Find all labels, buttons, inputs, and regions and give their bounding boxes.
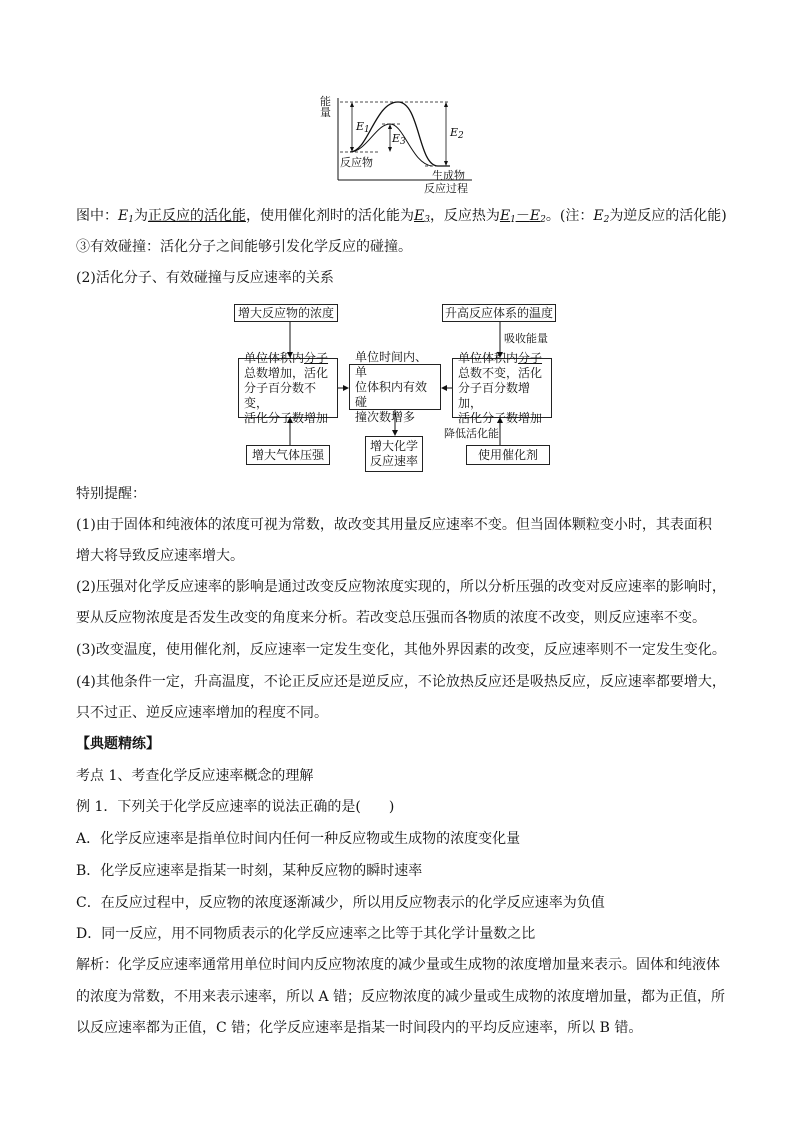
product-label: 生成物 xyxy=(432,169,465,182)
point-title: 考点 1、考查化学反应速率概念的理解 xyxy=(76,768,314,784)
option-d: D．同一反应，用不同物质表示的化学反应速率之比等于其化学计量数之比 xyxy=(76,926,536,942)
analysis-line: 解析：化学反应速率通常用单位时间内反应物浓度的减少量或生成物的浓度增加量来表示。固体和纯液体 xyxy=(76,957,720,973)
box-use-catalyst: 使用催化剂 xyxy=(466,445,550,465)
box-increase-pressure: 增大气体压强 xyxy=(246,445,330,465)
analysis-line: 以反应速率都为正值，C 错；化学反应速率是指某一时间段内的平均反应速率，所以 B 错。 xyxy=(76,1020,643,1036)
analysis-line: 的浓度为常数，不用来表示速率，所以 A 错；反应物浓度的减少量或生成物的浓度增加量，都为正值，所 xyxy=(76,989,726,1005)
option-c: C．在反应过程中，反应物的浓度逐渐减少，所以用反应物表示的化学反应速率为负值 xyxy=(76,895,605,911)
box-raise-temperature: 升高反应体系的温度 xyxy=(442,304,556,322)
practice-heading: 【典题精练】 xyxy=(76,736,160,752)
box-left-effect: 单位体积内分子 总数增加，活化 分子百分数不变， 活化分子数增加 xyxy=(238,358,338,418)
tip-line: (4)其他条件一定，升高温度，不论正反应还是逆反应，不论放热反应还是吸热反应，反应速率都要增大， xyxy=(76,674,726,690)
flowchart xyxy=(220,300,560,475)
tips-heading: 特别提醒： xyxy=(76,486,146,502)
box-right-effect: 单位体积内分子 总数不变，活化 分子百分数增加， 活化分子数增加 xyxy=(452,358,552,418)
x-axis-label: 反应过程 xyxy=(424,182,468,195)
energy-diagram xyxy=(320,94,490,194)
diagram-caption: 图中：$E_1$为正反应的活化能，使用催化剂时的活化能为$E_3$，反应热为$E_1-E_2$。(注：$E_2$为逆反应的活化能) xyxy=(76,208,727,225)
e3-label: $E_3$ xyxy=(392,132,406,147)
e2-label: $E_2$ xyxy=(450,126,464,141)
effective-collision-line: ③有效碰撞：活化分子之间能够引发化学反应的碰撞。 xyxy=(76,239,412,255)
tip-line: (3)改变温度，使用催化剂，反应速率一定发生变化，其他外界因素的改变，反应速率则不一定发生变化。 xyxy=(76,642,726,658)
box-increase-rate: 增大化学 反应速率 xyxy=(365,436,423,472)
tip-line: 要从反应物浓度是否发生改变的角度来分析。若改变总压强而各物质的浓度不改变，则反应速率不变。 xyxy=(76,610,706,626)
reactant-label: 反应物 xyxy=(340,156,373,169)
box-effective-collisions: 单位时间内、单 位体积内有效碰 撞次数增多 xyxy=(349,364,441,410)
tip-line: (1)由于固体和纯液体的浓度可视为常数，故改变其用量反应速率不变。但当固体颗粒变小时，其表面积 xyxy=(76,517,712,533)
option-b: B．化学反应速率是指某一时刻，某种反应物的瞬时速率 xyxy=(76,863,423,879)
section-heading: (2)活化分子、有效碰撞与反应速率的关系 xyxy=(76,270,334,286)
tip-line: 只不过正、逆反应速率增加的程度不同。 xyxy=(76,705,328,721)
e1-label: $E_1$ xyxy=(356,120,370,135)
label-lower-activation: 降低活化能 xyxy=(444,427,499,440)
y-axis-label: 能 量 xyxy=(320,95,331,119)
option-a: A．化学反应速率是指单位时间内任何一种反应物或生成物的浓度变化量 xyxy=(76,831,521,847)
label-absorb-energy: 吸收能量 xyxy=(504,332,548,345)
tip-line: 增大将导致反应速率增大。 xyxy=(76,548,244,564)
example-question: 例 1．下列关于化学反应速率的说法正确的是( ) xyxy=(76,799,395,815)
box-increase-concentration: 增大反应物的浓度 xyxy=(234,304,338,322)
tip-line: (2)压强对化学反应速率的影响是通过改变反应物浓度实现的，所以分析压强的改变对反应速率的影响时， xyxy=(76,579,726,595)
